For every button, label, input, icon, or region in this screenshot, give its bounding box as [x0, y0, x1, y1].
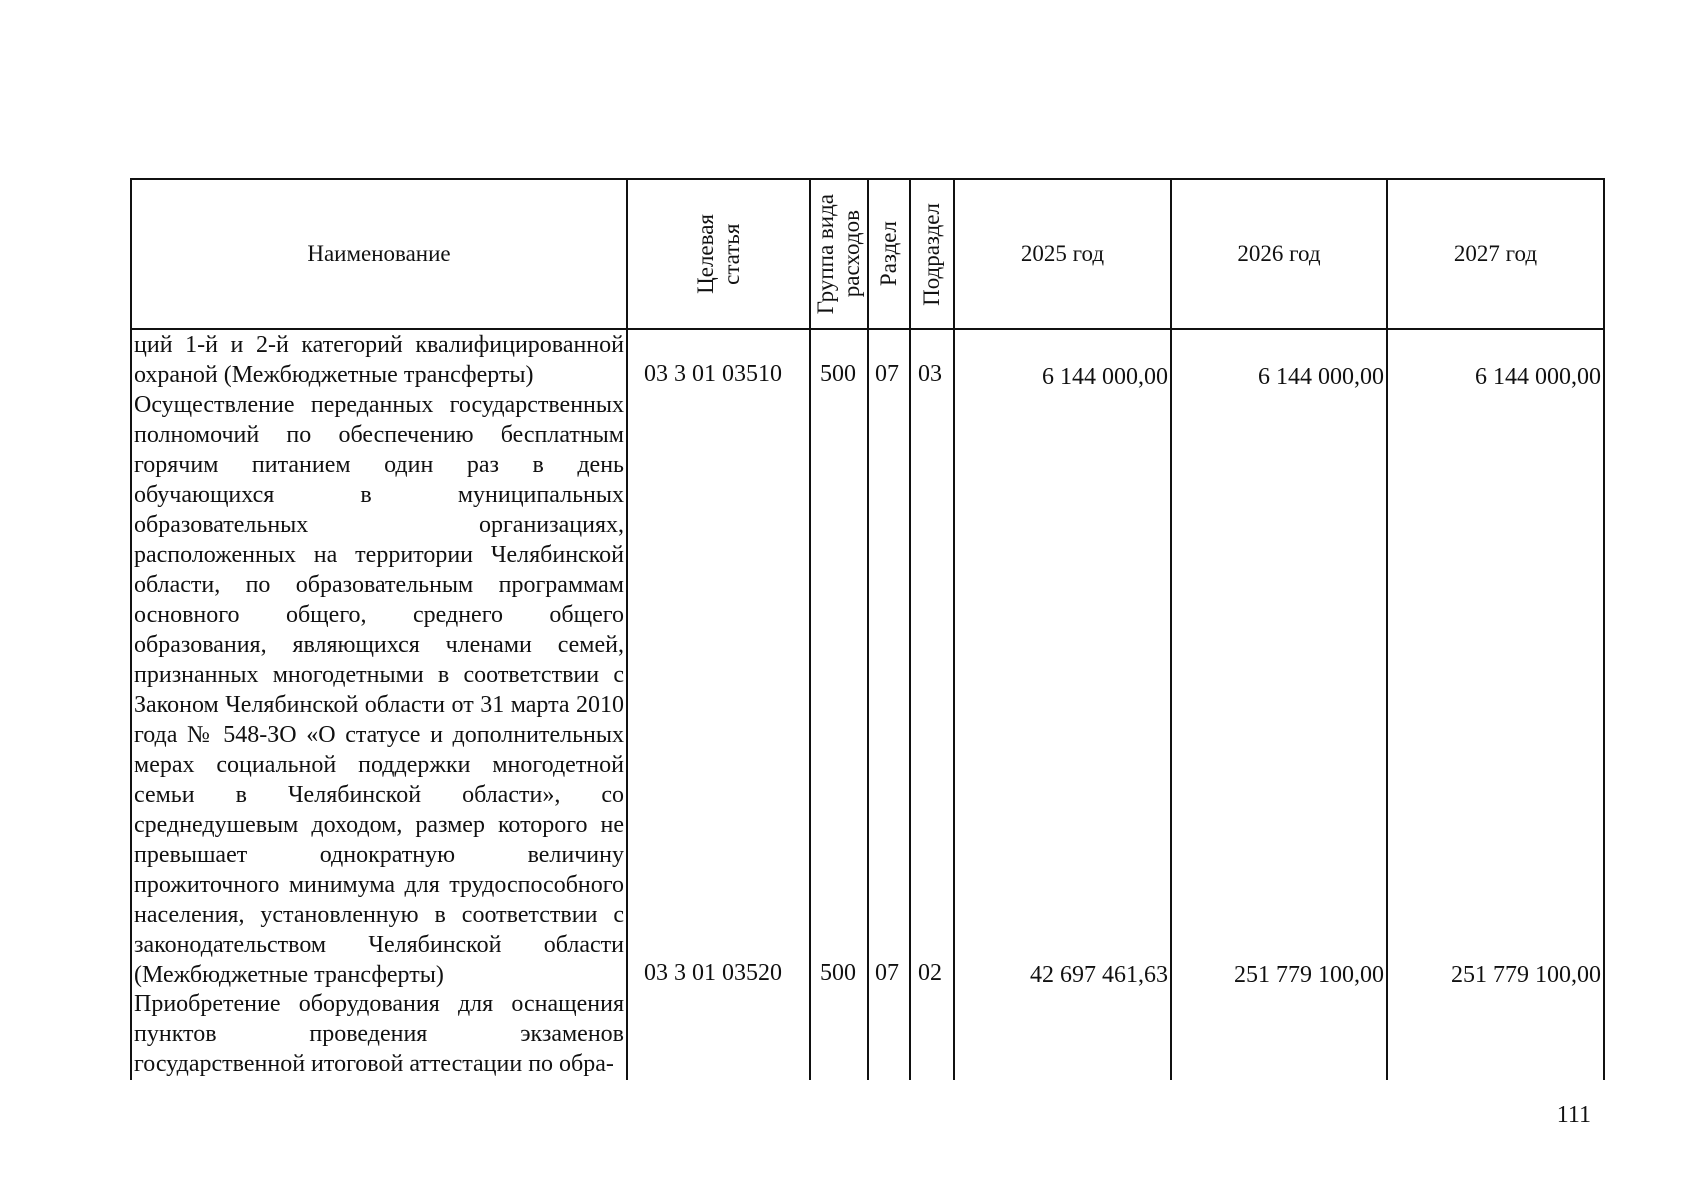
header-target-article: Целевая статья	[692, 214, 744, 294]
row-2-2025: 42 697 461,63	[1030, 962, 1168, 988]
header-year-2025: 2025 год	[1020, 241, 1105, 266]
col-border-right	[1603, 178, 1605, 1080]
row-2-description: Осуществление переданных государственных полномочий по обеспечению бесплатным горячим питанием один раз в день обучающихся в муниципальных образовательных организациях, расположенных на территории Челябинской области, по образовательным программам основного общего, среднего общего образования, являющихся членами семей, признанных многодетными в соответствии с Законом Челябинской области от 31 марта 2010 года № 548-ЗО «О статусе и дополнительных мерах социальной поддержки многодетной семьи в Челябинской области», со среднедушевым доходом, размер которого не превышает однократную величину прожиточного минимума для трудоспособного населения, установленную в соответствии с законодательством Челябинской области (Межбюджетные трансферты)	[134, 392, 624, 988]
budget-table	[130, 178, 1605, 1080]
header-subsection: Подраздел	[919, 202, 944, 306]
row-2-2027: 251 779 100,00	[1451, 962, 1601, 988]
row-1-2025: 6 144 000,00	[1042, 364, 1168, 390]
header-year-2026: 2026 год	[1237, 241, 1321, 266]
row-1-section: 07	[875, 361, 899, 387]
row-1-subsection: 03	[918, 361, 942, 387]
row-2-code: 03 3 01 03520	[644, 960, 782, 986]
row-1-group: 500	[820, 361, 856, 387]
row-2-subsection: 02	[918, 960, 942, 986]
row-3-description: Приобретение оборудования для оснащения пунктов проведения экзаменов государственной итоговой аттестации по обра-	[134, 991, 624, 1077]
row-1-description: ций 1-й и 2-й категорий квалифицированной охраной (Межбюджетные трансферты)	[134, 332, 624, 388]
row-1-2026: 6 144 000,00	[1258, 364, 1384, 390]
row-2-group: 500	[820, 960, 856, 986]
header-section: Раздел	[876, 221, 901, 287]
row-2-2026: 251 779 100,00	[1234, 962, 1384, 988]
row-1-2027: 6 144 000,00	[1475, 364, 1601, 390]
row-1-code: 03 3 01 03510	[644, 361, 782, 387]
row-2-section: 07	[875, 960, 899, 986]
header-year-2027: 2027 год	[1453, 241, 1538, 266]
header-expense-group: Группа вида расходов	[813, 193, 864, 315]
header-name: Наименование	[307, 241, 451, 266]
page-number: 111	[1556, 1102, 1591, 1128]
